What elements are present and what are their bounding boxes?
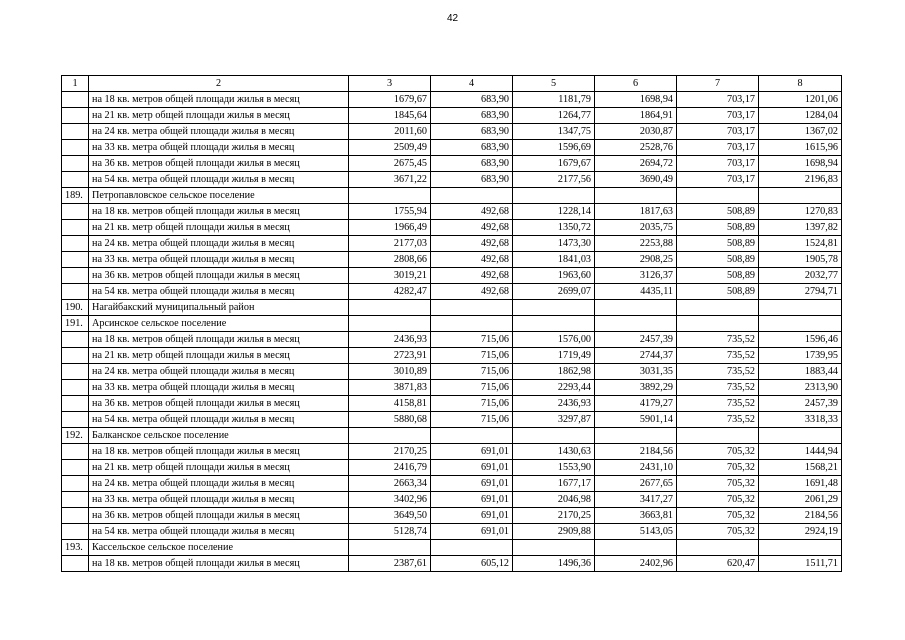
value-cell: 492,68 bbox=[431, 252, 513, 268]
row-number-cell: 190. bbox=[62, 300, 89, 316]
value-cell: 2924,19 bbox=[759, 524, 842, 540]
value-cell: 705,32 bbox=[677, 444, 759, 460]
value-cell: 1679,67 bbox=[349, 92, 431, 108]
row-label-cell: на 18 кв. метров общей площади жилья в месяц bbox=[89, 444, 349, 460]
value-cell bbox=[677, 188, 759, 204]
row-label-cell: на 24 кв. метра общей площади жилья в месяц bbox=[89, 124, 349, 140]
value-cell: 2908,25 bbox=[595, 252, 677, 268]
row-number-cell bbox=[62, 396, 89, 412]
header-cell: 2 bbox=[89, 76, 349, 92]
value-cell: 2402,96 bbox=[595, 556, 677, 572]
value-cell: 691,01 bbox=[431, 508, 513, 524]
value-cell: 1739,95 bbox=[759, 348, 842, 364]
value-cell bbox=[513, 428, 595, 444]
value-cell: 2457,39 bbox=[759, 396, 842, 412]
value-cell: 2170,25 bbox=[349, 444, 431, 460]
row-label-cell: на 36 кв. метров общей площади жилья в месяц bbox=[89, 396, 349, 412]
value-cell: 2416,79 bbox=[349, 460, 431, 476]
value-cell: 3031,35 bbox=[595, 364, 677, 380]
row-label-cell: на 18 кв. метров общей площади жилья в месяц bbox=[89, 332, 349, 348]
value-cell: 5880,68 bbox=[349, 412, 431, 428]
row-label-cell: на 21 кв. метр общей площади жилья в месяц bbox=[89, 460, 349, 476]
value-cell: 605,12 bbox=[431, 556, 513, 572]
value-cell bbox=[431, 300, 513, 316]
header-cell: 7 bbox=[677, 76, 759, 92]
table-row bbox=[62, 140, 842, 156]
value-cell: 1496,36 bbox=[513, 556, 595, 572]
row-number-cell bbox=[62, 156, 89, 172]
row-label-cell: Кассельское сельское поселение bbox=[89, 540, 349, 556]
value-cell: 1444,94 bbox=[759, 444, 842, 460]
value-cell: 1905,78 bbox=[759, 252, 842, 268]
value-cell: 1691,48 bbox=[759, 476, 842, 492]
table-row bbox=[62, 524, 842, 540]
table-row bbox=[62, 108, 842, 124]
value-cell: 3126,37 bbox=[595, 268, 677, 284]
value-cell bbox=[513, 188, 595, 204]
value-cell bbox=[431, 316, 513, 332]
value-cell bbox=[431, 188, 513, 204]
table-row bbox=[62, 396, 842, 412]
value-cell: 1397,82 bbox=[759, 220, 842, 236]
row-number-cell bbox=[62, 236, 89, 252]
table-body bbox=[62, 76, 842, 572]
table-row bbox=[62, 252, 842, 268]
value-cell: 1755,94 bbox=[349, 204, 431, 220]
value-cell: 1473,30 bbox=[513, 236, 595, 252]
value-cell bbox=[759, 428, 842, 444]
row-label-cell: на 18 кв. метров общей площади жилья в месяц bbox=[89, 556, 349, 572]
row-label-cell: на 54 кв. метра общей площади жилья в месяц bbox=[89, 172, 349, 188]
value-cell: 703,17 bbox=[677, 92, 759, 108]
row-number-cell bbox=[62, 284, 89, 300]
row-number-cell: 191. bbox=[62, 316, 89, 332]
value-cell: 1430,63 bbox=[513, 444, 595, 460]
value-cell: 705,32 bbox=[677, 508, 759, 524]
row-label-cell: Балканское сельское поселение bbox=[89, 428, 349, 444]
table-row bbox=[62, 348, 842, 364]
value-cell: 705,32 bbox=[677, 476, 759, 492]
value-cell: 1568,21 bbox=[759, 460, 842, 476]
value-cell bbox=[759, 540, 842, 556]
value-cell bbox=[595, 300, 677, 316]
row-number-cell bbox=[62, 412, 89, 428]
table-row bbox=[62, 188, 842, 204]
row-label-cell: на 36 кв. метров общей площади жилья в месяц bbox=[89, 268, 349, 284]
value-cell: 2677,65 bbox=[595, 476, 677, 492]
value-cell: 683,90 bbox=[431, 124, 513, 140]
value-cell: 2808,66 bbox=[349, 252, 431, 268]
row-number-cell bbox=[62, 92, 89, 108]
value-cell: 1963,60 bbox=[513, 268, 595, 284]
value-cell: 1228,14 bbox=[513, 204, 595, 220]
value-cell: 2177,03 bbox=[349, 236, 431, 252]
row-number-cell bbox=[62, 220, 89, 236]
value-cell: 3671,22 bbox=[349, 172, 431, 188]
value-cell bbox=[349, 540, 431, 556]
table-row bbox=[62, 156, 842, 172]
value-cell: 735,52 bbox=[677, 332, 759, 348]
value-cell: 715,06 bbox=[431, 348, 513, 364]
row-number-cell: 193. bbox=[62, 540, 89, 556]
value-cell: 2184,56 bbox=[595, 444, 677, 460]
row-number-cell bbox=[62, 108, 89, 124]
value-cell: 683,90 bbox=[431, 156, 513, 172]
value-cell: 2032,77 bbox=[759, 268, 842, 284]
table-row bbox=[62, 364, 842, 380]
value-cell: 735,52 bbox=[677, 396, 759, 412]
value-cell bbox=[595, 428, 677, 444]
value-cell: 683,90 bbox=[431, 92, 513, 108]
value-cell bbox=[677, 300, 759, 316]
table-row bbox=[62, 316, 842, 332]
table-row bbox=[62, 508, 842, 524]
value-cell: 2061,29 bbox=[759, 492, 842, 508]
value-cell: 3663,81 bbox=[595, 508, 677, 524]
value-cell bbox=[677, 540, 759, 556]
row-label-cell: на 21 кв. метр общей площади жилья в месяц bbox=[89, 348, 349, 364]
value-cell: 2170,25 bbox=[513, 508, 595, 524]
value-cell: 1367,02 bbox=[759, 124, 842, 140]
value-cell bbox=[431, 428, 513, 444]
value-cell bbox=[349, 188, 431, 204]
value-cell: 703,17 bbox=[677, 172, 759, 188]
row-label-cell: на 21 кв. метр общей площади жилья в месяц bbox=[89, 220, 349, 236]
value-cell: 5143,05 bbox=[595, 524, 677, 540]
table-row bbox=[62, 444, 842, 460]
value-cell bbox=[595, 316, 677, 332]
value-cell: 1719,49 bbox=[513, 348, 595, 364]
value-cell: 2699,07 bbox=[513, 284, 595, 300]
value-cell: 508,89 bbox=[677, 236, 759, 252]
value-cell: 508,89 bbox=[677, 204, 759, 220]
row-number-cell bbox=[62, 380, 89, 396]
value-cell: 703,17 bbox=[677, 108, 759, 124]
value-cell: 1817,63 bbox=[595, 204, 677, 220]
value-cell: 3019,21 bbox=[349, 268, 431, 284]
header-cell: 3 bbox=[349, 76, 431, 92]
value-cell: 703,17 bbox=[677, 124, 759, 140]
value-cell: 1347,75 bbox=[513, 124, 595, 140]
value-cell bbox=[349, 428, 431, 444]
value-cell: 735,52 bbox=[677, 412, 759, 428]
value-cell: 1524,81 bbox=[759, 236, 842, 252]
value-cell: 683,90 bbox=[431, 108, 513, 124]
table-row bbox=[62, 556, 842, 572]
value-cell bbox=[513, 540, 595, 556]
value-cell: 1677,17 bbox=[513, 476, 595, 492]
value-cell: 3649,50 bbox=[349, 508, 431, 524]
value-cell bbox=[595, 188, 677, 204]
value-cell: 2030,87 bbox=[595, 124, 677, 140]
value-cell: 5128,74 bbox=[349, 524, 431, 540]
row-label-cell: Арсинское сельское поселение bbox=[89, 316, 349, 332]
value-cell: 4282,47 bbox=[349, 284, 431, 300]
value-cell: 735,52 bbox=[677, 364, 759, 380]
value-cell: 1511,71 bbox=[759, 556, 842, 572]
header-cell: 5 bbox=[513, 76, 595, 92]
value-cell: 2011,60 bbox=[349, 124, 431, 140]
value-cell: 2457,39 bbox=[595, 332, 677, 348]
row-number-cell bbox=[62, 524, 89, 540]
row-label-cell: на 24 кв. метра общей площади жилья в месяц bbox=[89, 364, 349, 380]
value-cell: 715,06 bbox=[431, 380, 513, 396]
row-number-cell bbox=[62, 364, 89, 380]
table-row bbox=[62, 124, 842, 140]
row-label-cell: на 54 кв. метра общей площади жилья в месяц bbox=[89, 524, 349, 540]
value-cell: 3871,83 bbox=[349, 380, 431, 396]
value-cell: 691,01 bbox=[431, 444, 513, 460]
value-cell: 1596,69 bbox=[513, 140, 595, 156]
table-row bbox=[62, 220, 842, 236]
value-cell: 715,06 bbox=[431, 412, 513, 428]
value-cell: 683,90 bbox=[431, 140, 513, 156]
value-cell: 1679,67 bbox=[513, 156, 595, 172]
value-cell: 2509,49 bbox=[349, 140, 431, 156]
value-cell: 3417,27 bbox=[595, 492, 677, 508]
value-cell: 1201,06 bbox=[759, 92, 842, 108]
value-cell: 1264,77 bbox=[513, 108, 595, 124]
value-cell: 691,01 bbox=[431, 460, 513, 476]
value-cell: 2196,83 bbox=[759, 172, 842, 188]
row-number-cell bbox=[62, 332, 89, 348]
value-cell bbox=[759, 316, 842, 332]
value-cell bbox=[431, 540, 513, 556]
value-cell: 1862,98 bbox=[513, 364, 595, 380]
value-cell: 492,68 bbox=[431, 220, 513, 236]
value-cell: 1966,49 bbox=[349, 220, 431, 236]
value-cell: 2431,10 bbox=[595, 460, 677, 476]
value-cell: 691,01 bbox=[431, 524, 513, 540]
row-label-cell: на 33 кв. метра общей площади жилья в месяц bbox=[89, 492, 349, 508]
value-cell: 2794,71 bbox=[759, 284, 842, 300]
value-cell: 3690,49 bbox=[595, 172, 677, 188]
value-cell: 1576,00 bbox=[513, 332, 595, 348]
row-number-cell bbox=[62, 268, 89, 284]
value-cell: 2436,93 bbox=[349, 332, 431, 348]
row-number-cell bbox=[62, 348, 89, 364]
value-cell: 4158,81 bbox=[349, 396, 431, 412]
value-cell bbox=[677, 316, 759, 332]
value-cell: 2253,88 bbox=[595, 236, 677, 252]
value-cell: 508,89 bbox=[677, 220, 759, 236]
value-cell: 1181,79 bbox=[513, 92, 595, 108]
value-cell: 492,68 bbox=[431, 204, 513, 220]
value-cell: 1615,96 bbox=[759, 140, 842, 156]
header-cell: 6 bbox=[595, 76, 677, 92]
page-number: 42 bbox=[446, 13, 459, 24]
value-cell bbox=[677, 428, 759, 444]
row-label-cell: на 18 кв. метров общей площади жилья в месяц bbox=[89, 92, 349, 108]
row-number-cell bbox=[62, 172, 89, 188]
row-number-cell: 189. bbox=[62, 188, 89, 204]
row-number-cell bbox=[62, 124, 89, 140]
value-cell: 703,17 bbox=[677, 140, 759, 156]
row-label-cell: на 18 кв. метров общей площади жилья в месяц bbox=[89, 204, 349, 220]
value-cell: 1284,04 bbox=[759, 108, 842, 124]
value-cell: 3297,87 bbox=[513, 412, 595, 428]
value-cell: 508,89 bbox=[677, 284, 759, 300]
value-cell: 492,68 bbox=[431, 236, 513, 252]
value-cell: 715,06 bbox=[431, 332, 513, 348]
value-cell: 2313,90 bbox=[759, 380, 842, 396]
row-label-cell: на 33 кв. метра общей площади жилья в месяц bbox=[89, 252, 349, 268]
value-cell bbox=[513, 316, 595, 332]
row-label-cell: на 33 кв. метра общей площади жилья в месяц bbox=[89, 140, 349, 156]
value-cell: 2035,75 bbox=[595, 220, 677, 236]
table-header-row bbox=[62, 76, 842, 92]
row-label-cell: на 24 кв. метра общей площади жилья в месяц bbox=[89, 236, 349, 252]
table-row bbox=[62, 284, 842, 300]
table-row bbox=[62, 460, 842, 476]
value-cell bbox=[759, 188, 842, 204]
value-cell: 508,89 bbox=[677, 268, 759, 284]
table-row bbox=[62, 380, 842, 396]
table-row bbox=[62, 492, 842, 508]
value-cell: 683,90 bbox=[431, 172, 513, 188]
value-cell: 735,52 bbox=[677, 380, 759, 396]
value-cell: 4435,11 bbox=[595, 284, 677, 300]
value-cell: 1553,90 bbox=[513, 460, 595, 476]
value-cell: 2184,56 bbox=[759, 508, 842, 524]
header-cell: 8 bbox=[759, 76, 842, 92]
row-number-cell bbox=[62, 556, 89, 572]
row-number-cell bbox=[62, 140, 89, 156]
value-cell bbox=[759, 300, 842, 316]
table-row bbox=[62, 300, 842, 316]
table-row bbox=[62, 412, 842, 428]
row-label-cell: на 36 кв. метров общей площади жилья в месяц bbox=[89, 508, 349, 524]
row-number-cell bbox=[62, 444, 89, 460]
value-cell: 703,17 bbox=[677, 156, 759, 172]
value-cell: 1698,94 bbox=[759, 156, 842, 172]
table-row bbox=[62, 204, 842, 220]
table-row bbox=[62, 268, 842, 284]
row-label-cell: на 36 кв. метров общей площади жилья в месяц bbox=[89, 156, 349, 172]
table-row bbox=[62, 540, 842, 556]
row-number-cell bbox=[62, 460, 89, 476]
row-number-cell bbox=[62, 476, 89, 492]
value-cell: 2387,61 bbox=[349, 556, 431, 572]
value-cell: 2177,56 bbox=[513, 172, 595, 188]
value-cell: 3402,96 bbox=[349, 492, 431, 508]
value-cell: 691,01 bbox=[431, 476, 513, 492]
value-cell: 492,68 bbox=[431, 284, 513, 300]
value-cell: 2723,91 bbox=[349, 348, 431, 364]
data-table bbox=[61, 75, 842, 572]
value-cell: 1841,03 bbox=[513, 252, 595, 268]
table-row bbox=[62, 172, 842, 188]
value-cell: 1883,44 bbox=[759, 364, 842, 380]
row-label-cell: на 54 кв. метра общей площади жилья в месяц bbox=[89, 284, 349, 300]
header-cell: 1 bbox=[62, 76, 89, 92]
row-label-cell: Нагайбакский муниципальный район bbox=[89, 300, 349, 316]
row-number-cell: 192. bbox=[62, 428, 89, 444]
value-cell: 1864,91 bbox=[595, 108, 677, 124]
table-row bbox=[62, 332, 842, 348]
value-cell bbox=[349, 316, 431, 332]
row-label-cell: на 21 кв. метр общей площади жилья в месяц bbox=[89, 108, 349, 124]
value-cell: 620,47 bbox=[677, 556, 759, 572]
value-cell: 715,06 bbox=[431, 396, 513, 412]
value-cell: 1270,83 bbox=[759, 204, 842, 220]
row-number-cell bbox=[62, 204, 89, 220]
value-cell bbox=[349, 300, 431, 316]
row-number-cell bbox=[62, 252, 89, 268]
value-cell: 2744,37 bbox=[595, 348, 677, 364]
row-label-cell: на 33 кв. метра общей площади жилья в месяц bbox=[89, 380, 349, 396]
value-cell: 3892,29 bbox=[595, 380, 677, 396]
value-cell: 5901,14 bbox=[595, 412, 677, 428]
value-cell: 3010,89 bbox=[349, 364, 431, 380]
value-cell: 735,52 bbox=[677, 348, 759, 364]
value-cell bbox=[513, 300, 595, 316]
value-cell: 508,89 bbox=[677, 252, 759, 268]
row-label-cell: на 24 кв. метра общей площади жилья в месяц bbox=[89, 476, 349, 492]
value-cell: 3318,33 bbox=[759, 412, 842, 428]
value-cell: 705,32 bbox=[677, 492, 759, 508]
value-cell: 2663,34 bbox=[349, 476, 431, 492]
row-number-cell bbox=[62, 508, 89, 524]
table-row bbox=[62, 476, 842, 492]
value-cell: 1698,94 bbox=[595, 92, 677, 108]
table-row bbox=[62, 92, 842, 108]
table-row bbox=[62, 428, 842, 444]
table-row bbox=[62, 236, 842, 252]
value-cell: 1845,64 bbox=[349, 108, 431, 124]
row-label-cell: на 54 кв. метра общей площади жилья в месяц bbox=[89, 412, 349, 428]
row-number-cell bbox=[62, 492, 89, 508]
value-cell: 705,32 bbox=[677, 460, 759, 476]
value-cell: 2675,45 bbox=[349, 156, 431, 172]
value-cell: 2528,76 bbox=[595, 140, 677, 156]
value-cell: 2436,93 bbox=[513, 396, 595, 412]
value-cell: 2694,72 bbox=[595, 156, 677, 172]
value-cell: 705,32 bbox=[677, 524, 759, 540]
value-cell: 492,68 bbox=[431, 268, 513, 284]
value-cell: 4179,27 bbox=[595, 396, 677, 412]
header-cell: 4 bbox=[431, 76, 513, 92]
value-cell: 1596,46 bbox=[759, 332, 842, 348]
value-cell: 715,06 bbox=[431, 364, 513, 380]
value-cell: 1350,72 bbox=[513, 220, 595, 236]
value-cell: 2046,98 bbox=[513, 492, 595, 508]
value-cell bbox=[595, 540, 677, 556]
row-label-cell: Петропавловское сельское поселение bbox=[89, 188, 349, 204]
value-cell: 2909,88 bbox=[513, 524, 595, 540]
value-cell: 691,01 bbox=[431, 492, 513, 508]
value-cell: 2293,44 bbox=[513, 380, 595, 396]
